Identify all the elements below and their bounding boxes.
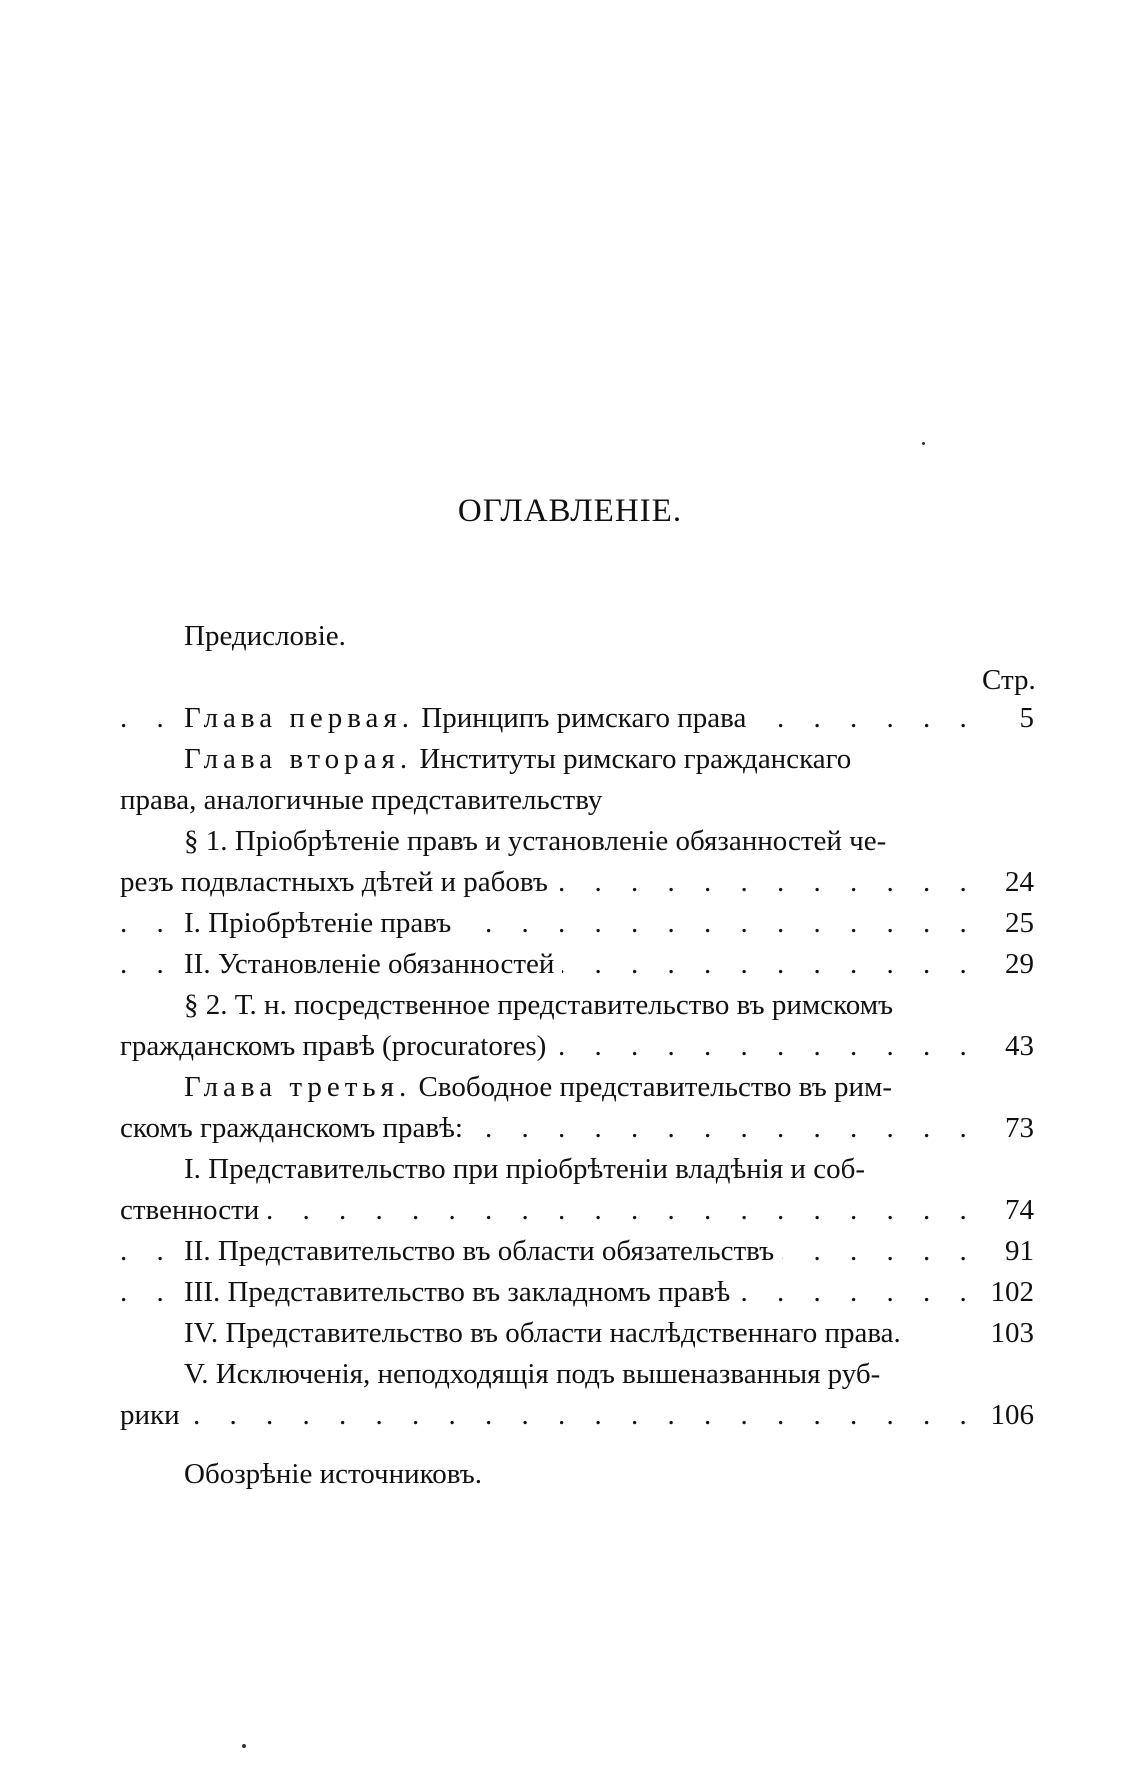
toc-line	[120, 1231, 1034, 1272]
toc-entry-text: II. Представительство въ области обязательствъ	[184, 1235, 782, 1267]
toc-entry-text: скомъ гражданскомъ правѣ:	[120, 1112, 471, 1144]
toc-entry-text: Свободное представительство въ рим-	[411, 1071, 893, 1103]
toc-line	[120, 1272, 1034, 1313]
toc-line	[120, 1190, 1034, 1231]
page-number: 74	[997, 1190, 1034, 1231]
toc-line	[120, 1313, 1034, 1354]
toc-line	[120, 780, 1034, 821]
toc-line	[120, 862, 1034, 903]
print-speck	[242, 1744, 246, 1748]
toc-entry-text: I. Пріобрѣтеніе правъ	[184, 907, 459, 939]
page-number: 91	[997, 1231, 1034, 1272]
toc-entry-text: Институты римскаго гражданскаго	[412, 743, 852, 775]
toc-line	[120, 1067, 1034, 1108]
toc-line	[120, 1108, 1034, 1149]
toc-list	[120, 698, 1034, 1436]
page-number: 106	[983, 1395, 1035, 1436]
toc-entry-text: III. Представительство въ закладномъ правѣ	[184, 1276, 738, 1308]
page-column-header: Стр.	[982, 664, 1036, 696]
toc-line	[120, 821, 1034, 862]
preface-entry: Предисловіе.	[184, 620, 346, 652]
page-number: 43	[997, 1026, 1034, 1067]
page-number: 103	[983, 1313, 1035, 1354]
toc-entry-text: ственности	[120, 1194, 267, 1226]
toc-line	[120, 1395, 1034, 1436]
print-speck	[922, 442, 925, 445]
toc-entry-text: гражданскомъ правѣ (procuratores)	[120, 1030, 554, 1062]
toc-line	[120, 1149, 1034, 1190]
toc-line	[120, 985, 1034, 1026]
page-number: 5	[1012, 698, 1035, 739]
toc-entry-text: § 2. Т. н. посредственное представительство въ римскомъ	[184, 989, 894, 1021]
page-number: 102	[983, 1272, 1035, 1313]
toc-entry-text: V. Исключенія, неподходящія подъ вышеназванныя руб-	[184, 1358, 881, 1390]
toc-line	[120, 698, 1034, 739]
toc-entry-text: IV. Представительство въ области наслѣдственнаго права.	[184, 1317, 909, 1349]
toc-line	[120, 1354, 1034, 1395]
toc-entry-text: Принципъ римскаго права	[414, 702, 747, 734]
toc-line	[120, 903, 1034, 944]
chapter-label: Глава третья.	[184, 1071, 412, 1103]
toc-entry-text: I. Представительство при пріобрѣтеніи владѣнія и соб-	[184, 1153, 865, 1185]
toc-entry-text: рики	[120, 1399, 188, 1431]
toc-entry-text: права, аналогичные представительству	[120, 784, 603, 816]
toc-entry-text: II. Установленіе обязанностей	[184, 948, 562, 980]
page-number: 73	[997, 1108, 1034, 1149]
chapter-label: Глава вторая.	[184, 743, 413, 775]
toc-entry-text: резъ подвластныхъ дѣтей и рабовъ	[120, 866, 556, 898]
toc-line	[120, 1026, 1034, 1067]
toc-line	[120, 739, 1034, 780]
leader-dots	[120, 1395, 982, 1436]
toc-line	[120, 944, 1034, 985]
closing-entry: Обозрѣніе источниковъ.	[184, 1458, 482, 1490]
page-number: 29	[997, 944, 1034, 985]
page-number: 24	[997, 862, 1034, 903]
chapter-label: Глава первая.	[184, 702, 415, 734]
page-title: ОГЛАВЛЕНІЕ.	[457, 493, 683, 529]
toc-entry-text: § 1. Пріобрѣтеніе правъ и установленіе обязанностей че-	[184, 825, 887, 857]
page-number: 25	[997, 903, 1034, 944]
